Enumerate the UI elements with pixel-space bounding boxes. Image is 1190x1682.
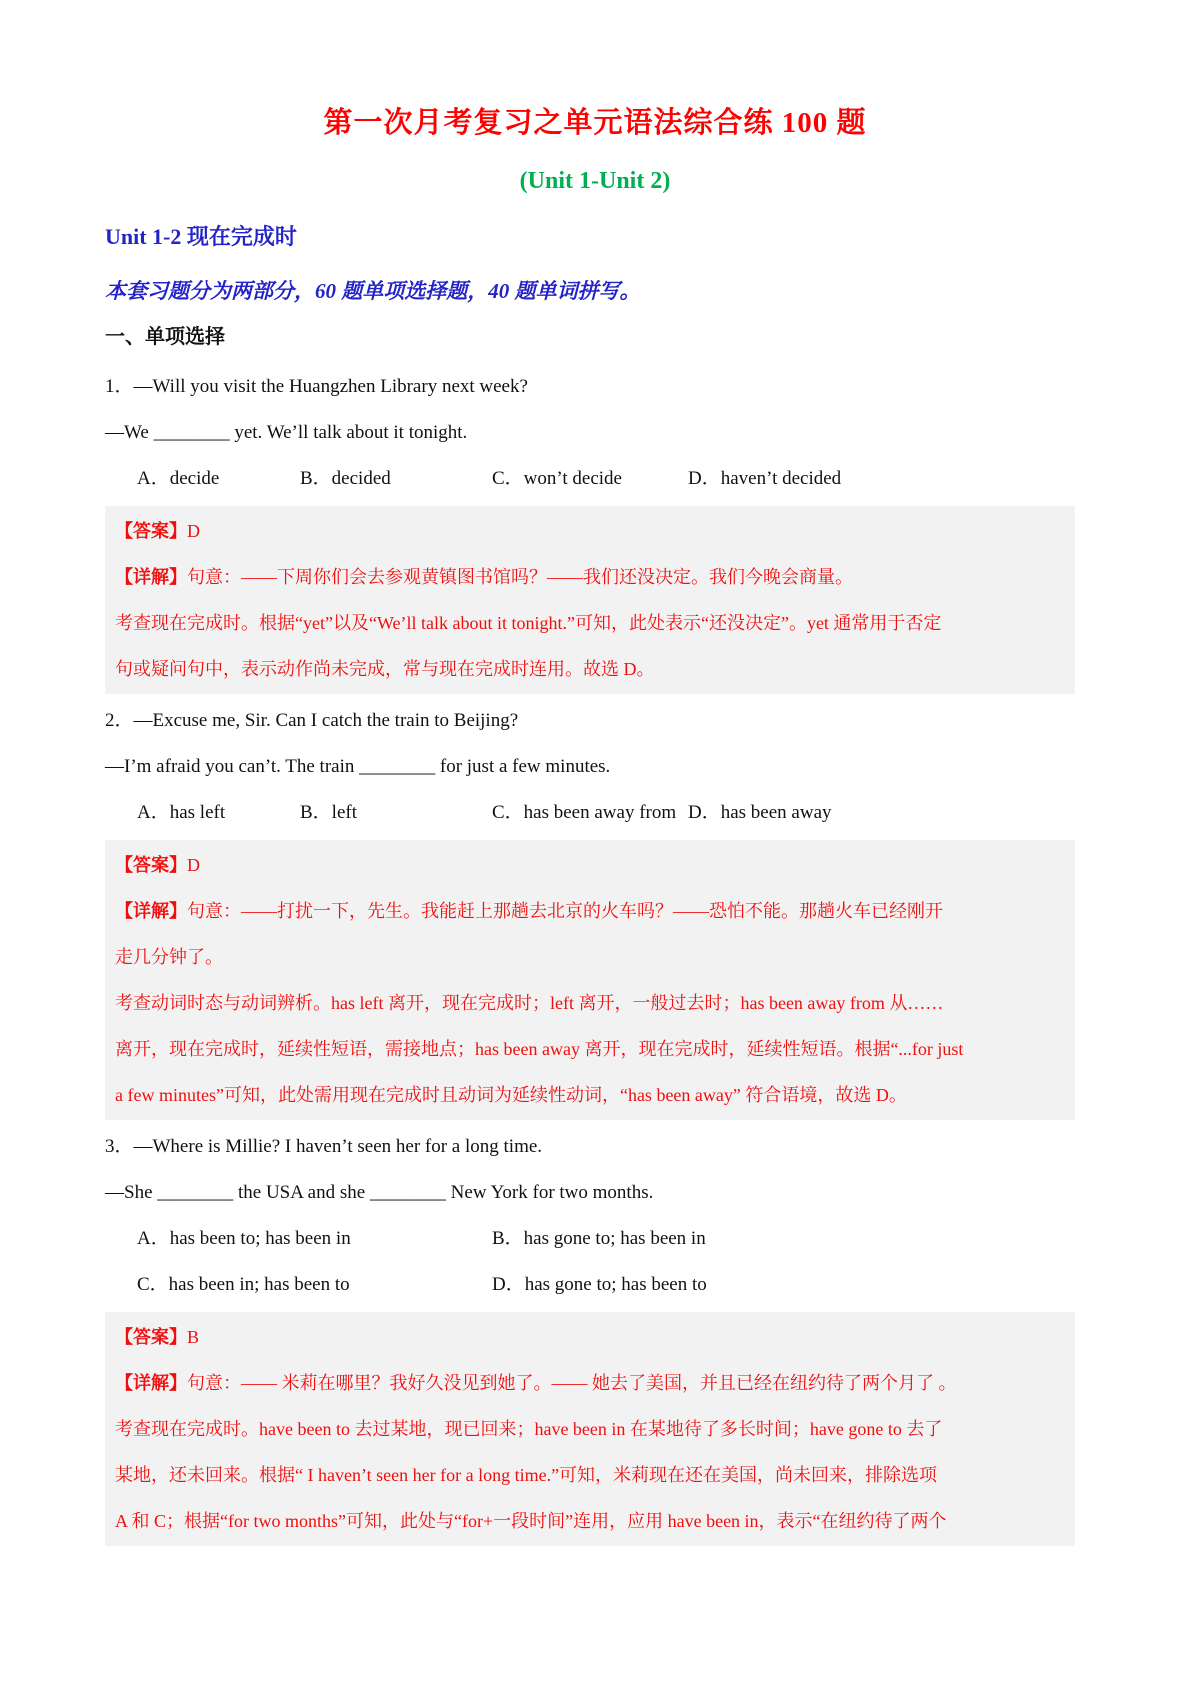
answer-label: 【答案】 xyxy=(115,521,187,541)
section-heading: 一、单项选择 xyxy=(105,326,225,348)
question-3-options-row-2 xyxy=(105,1262,1085,1308)
question-2-explain-line-3: 考查动词时态与动词辨析。has left 离开，现在完成时；left 离开，一般过去时；has been away from 从…… xyxy=(115,993,944,1013)
question-2-stem-line-1: 2．—Excuse me, Sir. Can I catch the train to Beijing? xyxy=(105,710,519,731)
question-3-explain-text-1: 句意：—— 米莉在哪里？我好久没见到她了。—— 她去了美国，并且已经在纽约待了两个月了 。 xyxy=(187,1373,957,1393)
question-3-stem-line-1: 3．—Where is Millie? I haven’t seen her for a long time. xyxy=(105,1136,543,1157)
question-2-explain-line-5: a few minutes”可知，此处需用现在完成时且动词为延续性动词，“has been away” 符合语境，故选 D。 xyxy=(115,1085,907,1105)
question-1-explain-line-2: 考查现在完成时。根据“yet”以及“We’ll talk about it tonight.”可知，此处表示“还没决定”。yet 通常用于否定 xyxy=(115,613,942,633)
question-1 xyxy=(105,364,1085,694)
question-1-explain-line-3: 句或疑问句中，表示动作尚未完成，常与现在完成时连用。故选 D。 xyxy=(115,659,655,679)
intro-note: 本套习题分为两部分，60 题单项选择题，40 题单词拼写。 xyxy=(105,279,641,303)
question-3-option-d: D．has gone to; has been to xyxy=(492,1274,707,1295)
question-2-option-c: C．has been away from xyxy=(492,802,677,823)
question-2-explain-text-1: 句意：——打扰一下，先生。我能赶上那趟去北京的火车吗？——恐怕不能。那趟火车已经刚开 xyxy=(187,901,943,921)
question-3-option-b: B．has gone to; has been in xyxy=(492,1228,706,1249)
question-3-answer-block xyxy=(105,1312,1075,1546)
unit-heading: Unit 1-2 现在完成时 xyxy=(105,224,297,249)
question-1-option-a: A．decide xyxy=(137,468,220,489)
question-2-option-d: D．has been away xyxy=(688,802,832,823)
question-3 xyxy=(105,1124,1085,1546)
question-3-option-a: A．has been to; has been in xyxy=(137,1228,351,1249)
question-2-stem-line-2: —I’m afraid you can’t. The train ________ for just a few minutes. xyxy=(105,756,611,777)
question-2-option-b: B．left xyxy=(300,802,357,823)
page-subtitle: (Unit 1-Unit 2) xyxy=(519,168,671,194)
question-2-answer-line xyxy=(115,842,1065,888)
question-1-option-d: D．haven’t decided xyxy=(688,468,842,489)
question-1-options xyxy=(105,456,1085,502)
question-3-explain-line-3: 某地，还未回来。根据“ I haven’t seen her for a long time.”可知，米莉现在还在美国，尚未回来，排除选项 xyxy=(115,1465,938,1485)
answer-label: 【答案】 xyxy=(115,1327,187,1347)
question-2-option-a: A．has left xyxy=(137,802,226,823)
question-3-option-c: C．has been in; has been to xyxy=(137,1274,350,1295)
question-3-answer-line xyxy=(115,1314,1065,1360)
question-3-explain-line-4: A 和 C；根据“for two months”可知，此处与“for+一段时间”连用，应用 have been in，表示“在纽约待了两个 xyxy=(115,1511,947,1531)
question-1-answer-line xyxy=(115,508,1065,554)
question-3-explain-line-1 xyxy=(115,1360,1065,1406)
question-2-explain-line-4: 离开，现在完成时，延续性短语，需接地点；has been away 离开，现在完成时，延续性短语。根据“...for just xyxy=(115,1039,964,1059)
question-2-explain-line-2: 走几分钟了。 xyxy=(115,947,223,967)
question-2-explain-line-1 xyxy=(115,888,1065,934)
answer-label: 【答案】 xyxy=(115,855,187,875)
explain-label: 【详解】 xyxy=(115,901,187,921)
question-3-explain-line-2: 考查现在完成时。have been to 去过某地，现已回来；have been in 在某地待了多长时间；have gone to 去了 xyxy=(115,1419,943,1439)
question-1-option-b: B．decided xyxy=(300,468,391,489)
question-2-answer-value: D xyxy=(187,855,200,875)
page-title: 第一次月考复习之单元语法综合练 100 题 xyxy=(323,107,867,139)
question-1-stem-line-1: 1．—Will you visit the Huangzhen Library next week? xyxy=(105,376,528,397)
question-3-answer-value: B xyxy=(187,1327,200,1347)
explain-label: 【详解】 xyxy=(115,1373,187,1393)
question-2-options xyxy=(105,790,1085,836)
question-2-answer-block xyxy=(105,840,1075,1120)
question-1-explain-line-1 xyxy=(115,554,1065,600)
question-1-stem-line-2: —We ________ yet. We’ll talk about it tonight. xyxy=(105,422,468,443)
question-1-answer-block xyxy=(105,506,1075,694)
question-3-options-row-1 xyxy=(105,1216,1085,1262)
question-1-answer-value: D xyxy=(187,521,200,541)
question-3-stem-line-2: —She ________ the USA and she ________ New York for two months. xyxy=(105,1182,654,1203)
explain-label: 【详解】 xyxy=(115,567,187,587)
question-1-explain-text-1: 句意：——下周你们会去参观黄镇图书馆吗？——我们还没决定。我们今晚会商量。 xyxy=(187,567,853,587)
question-1-option-c: C．won’t decide xyxy=(492,468,622,489)
question-2 xyxy=(105,698,1085,1120)
